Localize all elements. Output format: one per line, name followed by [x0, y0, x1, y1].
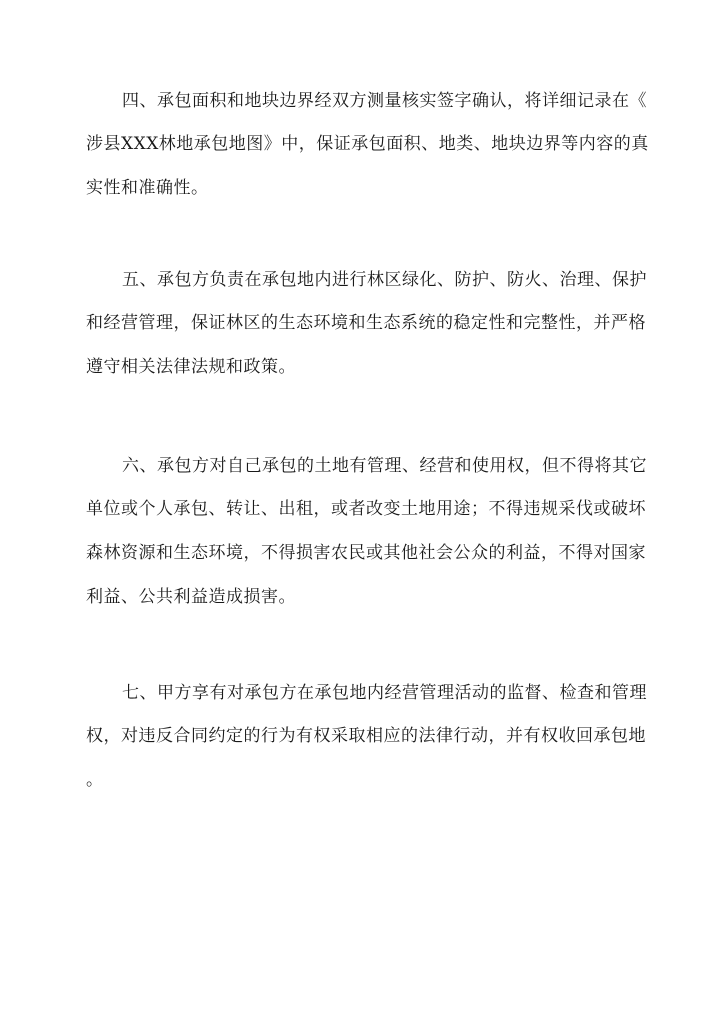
clause-5-line-1: 五、承包方负责在承包地内进行林区绿化、防护、防火、治理、保护 [122, 270, 647, 290]
clause-4-line-2: 涉县XXX林地承包地图》中，保证承包面积、地类、地块边界等内容的真 [86, 134, 649, 154]
clause-6-line-2: 单位或个人承包、转让、出租，或者改变土地用途；不得违规采伐或破坏 [86, 499, 646, 519]
clause-4-line-3: 实性和准确性。 [86, 178, 209, 198]
clause-5-line-3: 遵守相关法律法规和政策。 [86, 357, 296, 377]
clause-6-line-3: 森林资源和生态环境，不得损害农民或其他社会公众的利益，不得对国家 [86, 543, 646, 563]
clause-6-line-1: 六、承包方对自己承包的土地有管理、经营和使用权，但不得将其它 [122, 456, 647, 476]
clause-5-line-2: 和经营管理，保证林区的生态环境和生态系统的稳定性和完整性，并严格 [86, 313, 646, 333]
clause-7-line-2: 权，对违反合同约定的行为有权采取相应的法律行动，并有权收回承包地 [86, 726, 646, 746]
clause-7-line-1: 七、甲方享有对承包方在承包地内经营管理活动的监督、检查和管理 [122, 683, 647, 703]
clause-7-line-3: 。 [86, 770, 104, 790]
clause-6-line-4: 利益、公共利益造成损害。 [86, 587, 296, 607]
clause-4-line-1: 四、承包面积和地块边界经双方测量核实签字确认，将详细记录在《 [122, 91, 647, 111]
